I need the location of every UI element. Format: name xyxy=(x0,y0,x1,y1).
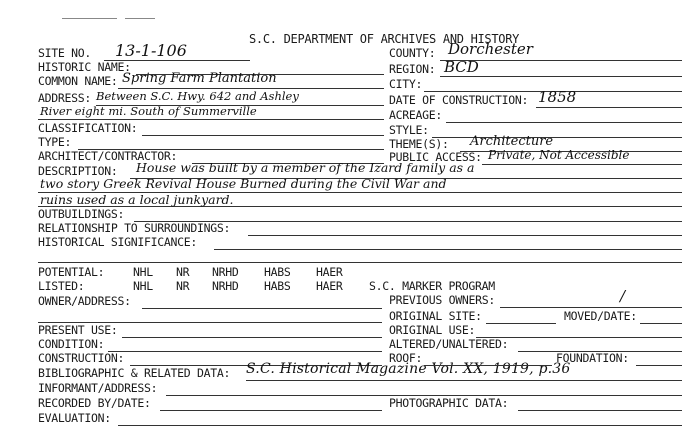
informant-label: INFORMANT/ADDRESS: xyxy=(38,381,158,395)
photographic-label: PHOTOGRAPHIC DATA: xyxy=(389,396,509,410)
acreage-label: ACREAGE: xyxy=(389,108,442,122)
description-value-2: two story Greek Revival House Burned during the Civil War and xyxy=(40,176,447,191)
public-access-line xyxy=(482,164,682,165)
listed-haer: HAER xyxy=(316,279,343,293)
present-use-label: PRESENT USE: xyxy=(38,323,118,337)
date-construction-value: 1858 xyxy=(538,88,577,106)
relationship-line xyxy=(248,235,682,236)
listed-nhl: NHL xyxy=(133,279,153,293)
potential-habs: HABS xyxy=(264,265,291,279)
construction-label: CONSTRUCTION: xyxy=(38,351,125,365)
potential-nr: NR xyxy=(176,265,190,279)
condition-label: CONDITION: xyxy=(38,337,105,351)
evaluation-label: EVALUATION: xyxy=(38,411,111,425)
common-name-label: COMMON NAME: xyxy=(38,74,118,88)
county-label: COUNTY: xyxy=(389,46,436,60)
significance-label: HISTORICAL SIGNIFICANCE: xyxy=(38,235,197,249)
altered-label: ALTERED/UNALTERED: xyxy=(389,337,509,351)
address-line-2 xyxy=(38,119,384,120)
recorded-by-line xyxy=(160,410,382,411)
original-use-label: ORIGINAL USE: xyxy=(389,323,476,337)
previous-owners-line xyxy=(500,307,682,308)
potential-nrhd: NRHD xyxy=(212,265,239,279)
site-no-label: SITE NO. xyxy=(38,46,91,60)
site-no-value: 13-1-106 xyxy=(115,41,187,60)
scan-mark xyxy=(125,18,155,19)
public-access-value: Private, Not Accessible xyxy=(488,148,630,162)
listed-habs: HABS xyxy=(264,279,291,293)
outbuildings-label: OUTBUILDINGS: xyxy=(38,207,125,221)
relationship-label: RELATIONSHIP TO SURROUNDINGS: xyxy=(38,221,231,235)
description-value-3: ruins used as a local junkyard. xyxy=(40,192,234,207)
significance-line xyxy=(214,249,682,250)
county-value: Dorchester xyxy=(448,40,533,58)
common-name-value: Spring Farm Plantation xyxy=(122,71,277,86)
region-line xyxy=(440,76,682,77)
bibliographic-line xyxy=(246,380,682,381)
listed-label: LISTED: xyxy=(38,279,85,293)
moved-date-line xyxy=(640,323,682,324)
present-use-line xyxy=(122,337,382,338)
moved-date-label: MOVED/DATE: xyxy=(564,309,637,323)
condition-line xyxy=(108,351,382,352)
listed-nrhd: NRHD xyxy=(212,279,239,293)
original-site-label: ORIGINAL SITE: xyxy=(389,309,482,323)
classification-line xyxy=(142,135,384,136)
original-site-line xyxy=(486,323,556,324)
themes-label: THEME(S): xyxy=(389,137,449,151)
region-label: REGION: xyxy=(389,62,436,76)
evaluation-line xyxy=(118,425,682,426)
photographic-line xyxy=(518,410,682,411)
style-label: STYLE: xyxy=(389,123,429,137)
architect-label: ARCHITECT/CONTRACTOR: xyxy=(38,149,178,163)
description-value-1: House was built by a member of the Izard family as a xyxy=(136,160,475,175)
owner-label: OWNER/ADDRESS: xyxy=(38,294,131,308)
foundation-line xyxy=(636,365,682,366)
potential-nhl: NHL xyxy=(133,265,153,279)
classification-label: CLASSIFICATION: xyxy=(38,121,138,135)
listed-nr: NR xyxy=(176,279,190,293)
owner-line xyxy=(142,308,382,309)
scan-mark xyxy=(62,18,117,19)
public-access-label: PUBLIC ACCESS: xyxy=(389,150,482,164)
historic-name-label: HISTORIC NAME: xyxy=(38,60,131,74)
address-value-2: River eight mi. South of Summerville xyxy=(40,104,257,118)
region-value: BCD xyxy=(444,58,479,76)
potential-haer: HAER xyxy=(316,265,343,279)
original-site-mark: / xyxy=(620,287,626,305)
roof-label: ROOF: xyxy=(389,351,423,365)
address-value-1: Between S.C. Hwy. 642 and Ashley xyxy=(96,89,299,103)
bibliographic-value: S.C. Historical Magazine Vol. XX, 1919, p.36 xyxy=(246,361,571,377)
bibliographic-label: BIBLIOGRAPHIC & RELATED DATA: xyxy=(38,366,231,380)
recorded-by-label: RECORDED BY/DATE: xyxy=(38,396,151,410)
description-label: DESCRIPTION: xyxy=(38,164,118,178)
date-construction-label: DATE OF CONSTRUCTION: xyxy=(389,93,529,107)
potential-label: POTENTIAL: xyxy=(38,265,105,279)
significance-line-2 xyxy=(38,262,682,263)
city-label: CITY: xyxy=(389,77,423,91)
date-construction-line xyxy=(536,107,682,108)
roof-line xyxy=(424,365,552,366)
foundation-label: FOUNDATION: xyxy=(556,351,629,365)
previous-owners-label: PREVIOUS OWNERS: xyxy=(389,293,495,307)
acreage-line xyxy=(446,122,682,123)
form-header: S.C. DEPARTMENT OF ARCHIVES AND HISTORY xyxy=(249,32,520,46)
address-label: ADDRESS: xyxy=(38,91,91,105)
marker-program-label: S.C. MARKER PROGRAM xyxy=(369,279,495,293)
themes-value: Architecture xyxy=(470,134,554,149)
type-label: TYPE: xyxy=(38,135,72,149)
